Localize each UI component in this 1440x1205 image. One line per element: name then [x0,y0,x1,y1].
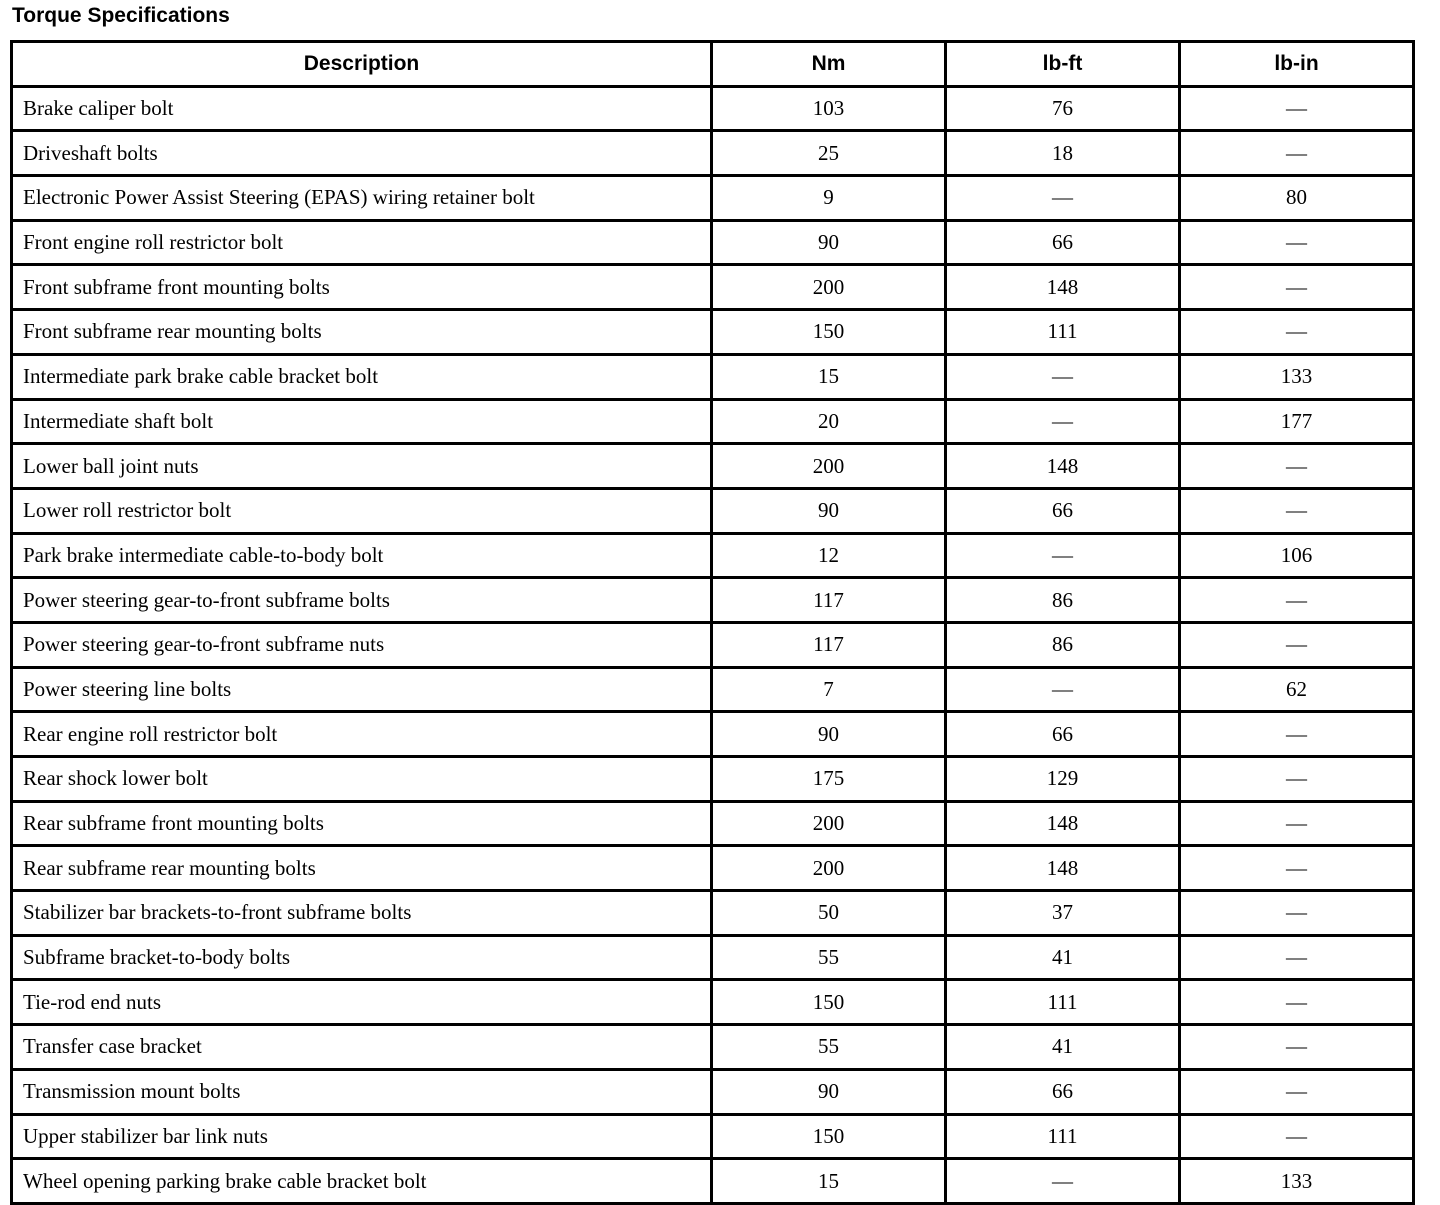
table-row [12,310,1414,355]
cell-nm: 90 [712,712,946,757]
table-row [12,757,1414,802]
cell-description: Driveshaft bolts [12,131,712,176]
cell-nm: 200 [712,444,946,489]
cell-nm: 55 [712,935,946,980]
table-row [12,622,1414,667]
table-row [12,578,1414,623]
cell-lb-ft: 66 [946,712,1180,757]
cell-lb-ft: 148 [946,846,1180,891]
cell-description: Front subframe front mounting bolts [12,265,712,310]
cell-lb-in: — [1180,578,1414,623]
table-row [12,265,1414,310]
cell-nm: 55 [712,1025,946,1070]
table-row [12,488,1414,533]
cell-lb-in: 133 [1180,1159,1414,1204]
cell-nm: 150 [712,1114,946,1159]
table-row [12,801,1414,846]
cell-nm: 15 [712,354,946,399]
cell-description: Front engine roll restrictor bolt [12,220,712,265]
cell-description: Power steering line bolts [12,667,712,712]
cell-lb-ft: — [946,354,1180,399]
table-row [12,131,1414,176]
cell-nm: 150 [712,310,946,355]
cell-lb-ft: 37 [946,891,1180,936]
cell-description: Wheel opening parking brake cable bracket bolt [12,1159,712,1204]
cell-nm: 175 [712,757,946,802]
cell-nm: 9 [712,176,946,221]
cell-nm: 117 [712,622,946,667]
cell-description: Front subframe rear mounting bolts [12,310,712,355]
cell-nm: 90 [712,220,946,265]
cell-description: Electronic Power Assist Steering (EPAS) wiring retainer bolt [12,176,712,221]
table-row [12,1069,1414,1114]
cell-description: Tie-rod end nuts [12,980,712,1025]
cell-description: Transfer case bracket [12,1025,712,1070]
cell-description: Brake caliper bolt [12,86,712,131]
cell-lb-in: — [1180,935,1414,980]
cell-lb-ft: — [946,176,1180,221]
cell-lb-ft: — [946,399,1180,444]
cell-lb-in: — [1180,1114,1414,1159]
torque-spec-table [10,40,1415,1205]
cell-lb-ft: 148 [946,265,1180,310]
cell-lb-ft: 111 [946,310,1180,355]
cell-lb-in: — [1180,891,1414,936]
table-row [12,176,1414,221]
cell-lb-ft: — [946,667,1180,712]
cell-lb-ft: 18 [946,131,1180,176]
cell-lb-ft: 111 [946,980,1180,1025]
cell-lb-in: — [1180,846,1414,891]
cell-nm: 15 [712,1159,946,1204]
table-row [12,935,1414,980]
cell-lb-ft: 148 [946,444,1180,489]
cell-nm: 200 [712,801,946,846]
cell-description: Power steering gear-to-front subframe bolts [12,578,712,623]
cell-nm: 7 [712,667,946,712]
cell-nm: 25 [712,131,946,176]
table-row [12,1114,1414,1159]
cell-nm: 150 [712,980,946,1025]
table-row [12,220,1414,265]
cell-lb-in: — [1180,712,1414,757]
page-title: Torque Specifications [12,4,230,27]
cell-lb-ft: 111 [946,1114,1180,1159]
cell-lb-ft: 41 [946,1025,1180,1070]
cell-description: Subframe bracket-to-body bolts [12,935,712,980]
cell-lb-in: — [1180,86,1414,131]
table-row [12,980,1414,1025]
cell-nm: 20 [712,399,946,444]
table-body [12,86,1414,1203]
cell-lb-in: 133 [1180,354,1414,399]
cell-description: Intermediate shaft bolt [12,399,712,444]
cell-lb-in: — [1180,801,1414,846]
cell-lb-ft: 86 [946,578,1180,623]
cell-lb-in: 62 [1180,667,1414,712]
cell-nm: 90 [712,488,946,533]
cell-lb-ft: 86 [946,622,1180,667]
cell-description: Lower roll restrictor bolt [12,488,712,533]
cell-lb-ft: — [946,533,1180,578]
table-row [12,533,1414,578]
table-row [12,399,1414,444]
cell-description: Lower ball joint nuts [12,444,712,489]
cell-lb-in: — [1180,220,1414,265]
cell-lb-in: — [1180,265,1414,310]
cell-description: Rear subframe front mounting bolts [12,801,712,846]
table-row [12,1159,1414,1204]
cell-nm: 103 [712,86,946,131]
cell-lb-ft: — [946,1159,1180,1204]
header-lb-ft: lb-ft [946,42,1180,87]
table-row [12,354,1414,399]
table-row [12,846,1414,891]
header-description: Description [12,42,712,87]
cell-nm: 117 [712,578,946,623]
cell-lb-ft: 66 [946,220,1180,265]
table-row [12,444,1414,489]
cell-lb-in: — [1180,488,1414,533]
cell-nm: 90 [712,1069,946,1114]
cell-lb-ft: 66 [946,1069,1180,1114]
cell-description: Rear shock lower bolt [12,757,712,802]
cell-lb-in: — [1180,757,1414,802]
cell-description: Upper stabilizer bar link nuts [12,1114,712,1159]
cell-description: Stabilizer bar brackets-to-front subframe bolts [12,891,712,936]
table-header-row [12,42,1414,87]
cell-nm: 200 [712,265,946,310]
cell-nm: 12 [712,533,946,578]
cell-lb-in: — [1180,622,1414,667]
cell-description: Transmission mount bolts [12,1069,712,1114]
cell-description: Power steering gear-to-front subframe nuts [12,622,712,667]
cell-nm: 200 [712,846,946,891]
cell-description: Intermediate park brake cable bracket bolt [12,354,712,399]
cell-lb-ft: 129 [946,757,1180,802]
cell-lb-in: — [1180,310,1414,355]
cell-lb-ft: 76 [946,86,1180,131]
cell-lb-ft: 148 [946,801,1180,846]
table-row [12,891,1414,936]
cell-lb-in: — [1180,980,1414,1025]
header-nm: Nm [712,42,946,87]
table-row [12,667,1414,712]
cell-description: Rear engine roll restrictor bolt [12,712,712,757]
table-row [12,86,1414,131]
cell-lb-in: — [1180,444,1414,489]
table-row [12,1025,1414,1070]
cell-lb-ft: 41 [946,935,1180,980]
cell-description: Park brake intermediate cable-to-body bolt [12,533,712,578]
header-lb-in: lb-in [1180,42,1414,87]
cell-lb-ft: 66 [946,488,1180,533]
cell-lb-in: — [1180,1069,1414,1114]
cell-nm: 50 [712,891,946,936]
cell-lb-in: — [1180,131,1414,176]
table-row [12,712,1414,757]
cell-lb-in: 106 [1180,533,1414,578]
cell-description: Rear subframe rear mounting bolts [12,846,712,891]
cell-lb-in: 80 [1180,176,1414,221]
cell-lb-in: 177 [1180,399,1414,444]
cell-lb-in: — [1180,1025,1414,1070]
